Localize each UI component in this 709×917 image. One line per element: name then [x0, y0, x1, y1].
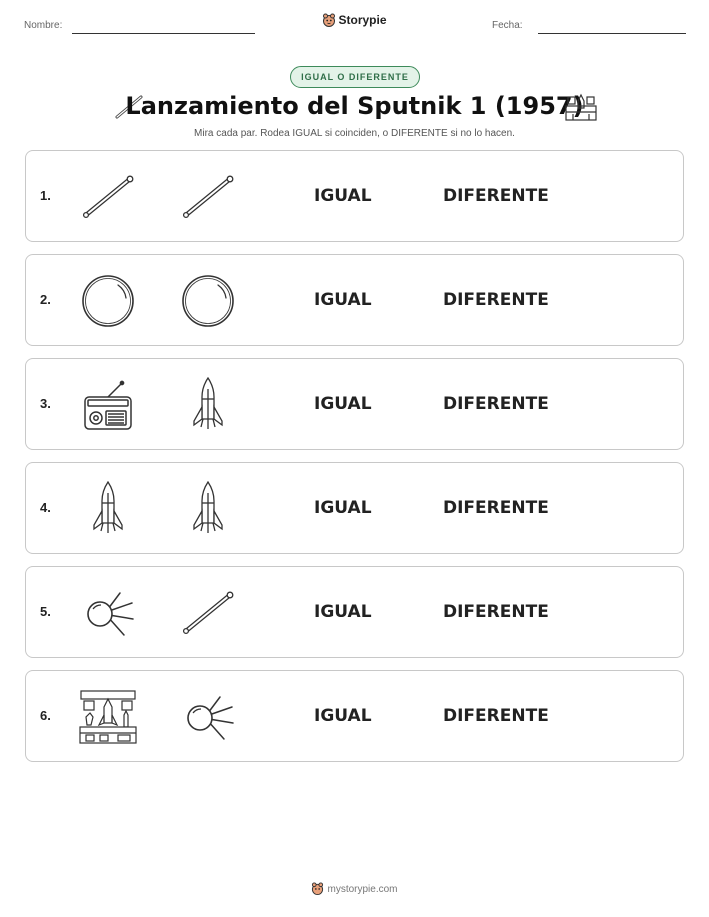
activity-type-badge: IGUAL O DIFERENTE [290, 66, 420, 88]
footer-url[interactable]: mystorypie.com [327, 884, 398, 895]
antenna-rod-icon [178, 167, 238, 227]
question-number: 6. [40, 708, 51, 723]
question-row [25, 358, 684, 450]
launch-facility-icon [78, 687, 138, 747]
different-option[interactable]: DIFERENTE [443, 290, 549, 310]
different-option[interactable]: DIFERENTE [443, 602, 549, 622]
question-number: 1. [40, 188, 51, 203]
antenna-rod-icon [178, 583, 238, 643]
different-option[interactable]: DIFERENTE [443, 706, 549, 726]
sphere-icon [178, 271, 238, 331]
brand-name: Storypie [338, 13, 387, 27]
instructions: Mira cada par. Rodea IGUAL si coinciden, o DIFERENTE si no lo hacen. [194, 128, 515, 139]
rocket-icon [78, 479, 138, 539]
question-row [25, 254, 684, 346]
question-row [25, 566, 684, 658]
sputnik-icon [78, 583, 138, 643]
radio-icon [78, 375, 138, 435]
same-option[interactable]: IGUAL [314, 498, 372, 518]
storypie-mascot-icon [322, 13, 336, 27]
question-row [25, 670, 684, 762]
brand-logo [0, 13, 709, 27]
date-field[interactable] [538, 33, 686, 34]
different-option[interactable]: DIFERENTE [443, 186, 549, 206]
question-number: 3. [40, 396, 51, 411]
same-option[interactable]: IGUAL [314, 706, 372, 726]
name-label: Nombre: [24, 20, 63, 31]
question-row [25, 150, 684, 242]
sphere-icon [78, 271, 138, 331]
antenna-rod-icon [78, 167, 138, 227]
rocket-icon [178, 479, 238, 539]
question-row [25, 462, 684, 554]
same-option[interactable]: IGUAL [314, 602, 372, 622]
footer [0, 882, 709, 895]
same-option[interactable]: IGUAL [314, 290, 372, 310]
launch-facility-icon [564, 92, 598, 122]
page-title: Lanzamiento del Sputnik 1 (1957) [125, 92, 584, 120]
same-option[interactable]: IGUAL [314, 394, 372, 414]
date-label: Fecha: [492, 20, 523, 31]
question-number: 2. [40, 292, 51, 307]
name-field[interactable] [72, 33, 255, 34]
question-number: 4. [40, 500, 51, 515]
different-option[interactable]: DIFERENTE [443, 394, 549, 414]
sputnik-icon [178, 687, 238, 747]
same-option[interactable]: IGUAL [314, 186, 372, 206]
different-option[interactable]: DIFERENTE [443, 498, 549, 518]
rocket-icon [178, 375, 238, 435]
storypie-mascot-icon [311, 882, 324, 895]
question-number: 5. [40, 604, 51, 619]
